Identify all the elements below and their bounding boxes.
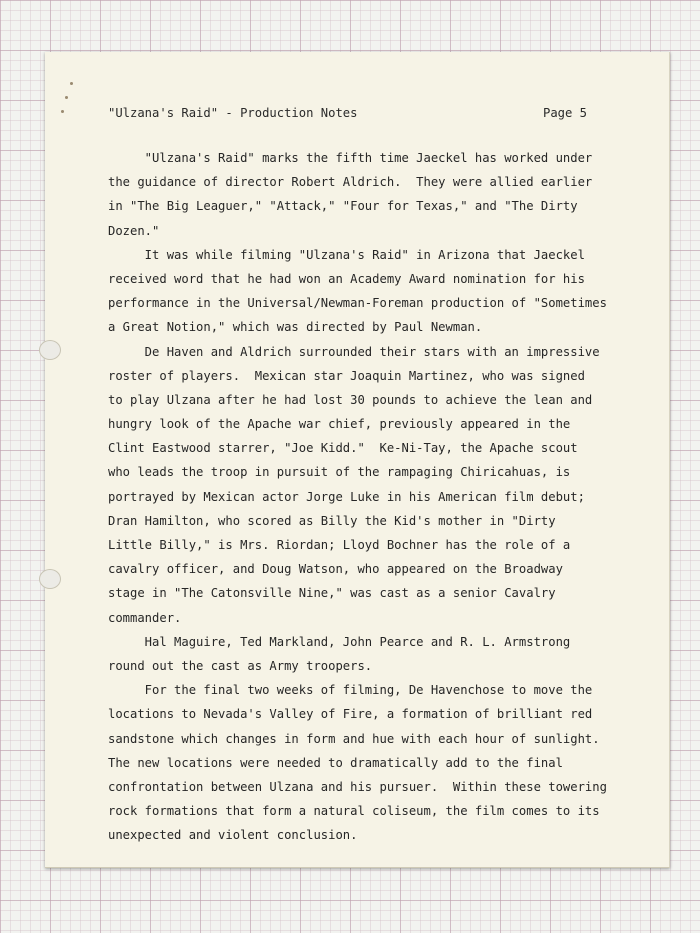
text-line: portrayed by Mexican actor Jorge Luke in his American film debut;	[108, 489, 585, 504]
punch-hole	[39, 340, 61, 360]
text-line: stage in "The Catonsville Nine," was cast as a senior Cavalry	[108, 586, 556, 601]
punch-hole	[39, 569, 61, 589]
text-line: For the final two weeks of filming, De Havenchose to move the	[108, 683, 593, 698]
text-line: "Ulzana's Raid" marks the fifth time Jaeckel has worked under	[108, 151, 593, 165]
text-line: Hal Maguire, Ted Markland, John Pearce and R. L. Armstrong	[108, 634, 571, 649]
text-line: locations to Nevada's Valley of Fire, a formation of brilliant red	[108, 707, 593, 722]
text-line: a Great Notion," which was directed by Paul Newman.	[108, 320, 483, 335]
text-line: Dran Hamilton, who scored as Billy the Kid's mother in "Dirty	[108, 513, 556, 528]
text-line: cavalry officer, and Doug Watson, who appeared on the Broadway	[108, 562, 563, 577]
text-line: round out the cast as Army troopers.	[108, 658, 373, 673]
paper-speck	[61, 110, 64, 113]
text-line: sandstone which changes in form and hue with each hour of sunlight.	[108, 731, 600, 746]
text-line: who leads the troop in pursuit of the rampaging Chiricahuas, is	[108, 465, 571, 480]
text-line: Little Billy," is Mrs. Riordan; Lloyd Bochner has the role of a	[108, 538, 571, 552]
header-title: "Ulzana's Raid" - Production Notes	[108, 106, 358, 120]
page-number: Page 5	[543, 106, 588, 120]
text-line: unexpected and violent conclusion.	[108, 828, 358, 843]
text-line: hungry look of the Apache war chief, previously appeared in the	[108, 417, 571, 432]
text-line: De Haven and Aldrich surrounded their stars with an impressive	[108, 344, 600, 359]
document-page	[45, 52, 670, 868]
paper-speck	[65, 96, 68, 99]
text-line: received word that he had won an Academy Award nomination for his	[108, 271, 585, 286]
text-line: to play Ulzana after he had lost 30 pounds to achieve the lean and	[108, 392, 593, 407]
text-line: roster of players. Mexican star Joaquin Martinez, who was signed	[108, 368, 585, 383]
paper-speck	[70, 82, 73, 85]
text-line: in "The Big Leaguer," "Attack," "Four for Texas," and "The Dirty	[108, 199, 578, 214]
text-line: Clint Eastwood starrer, "Joe Kidd." Ke-Ni-Tay, the Apache scout	[108, 441, 578, 456]
text-line: Dozen."	[108, 223, 160, 238]
text-line: The new locations were needed to dramatically add to the final	[108, 755, 563, 770]
text-line: commander.	[108, 610, 182, 625]
body-text	[108, 146, 648, 847]
text-line: the guidance of director Robert Aldrich. They were allied earlier	[108, 175, 593, 190]
text-line: confrontation between Ulzana and his pursuer. Within these towering	[108, 779, 607, 794]
text-line: performance in the Universal/Newman-Foreman production of "Sometimes	[108, 296, 607, 311]
text-line: rock formations that form a natural coliseum, the film comes to its	[108, 804, 600, 819]
text-line: It was while filming "Ulzana's Raid" in Arizona that Jaeckel	[108, 247, 585, 262]
